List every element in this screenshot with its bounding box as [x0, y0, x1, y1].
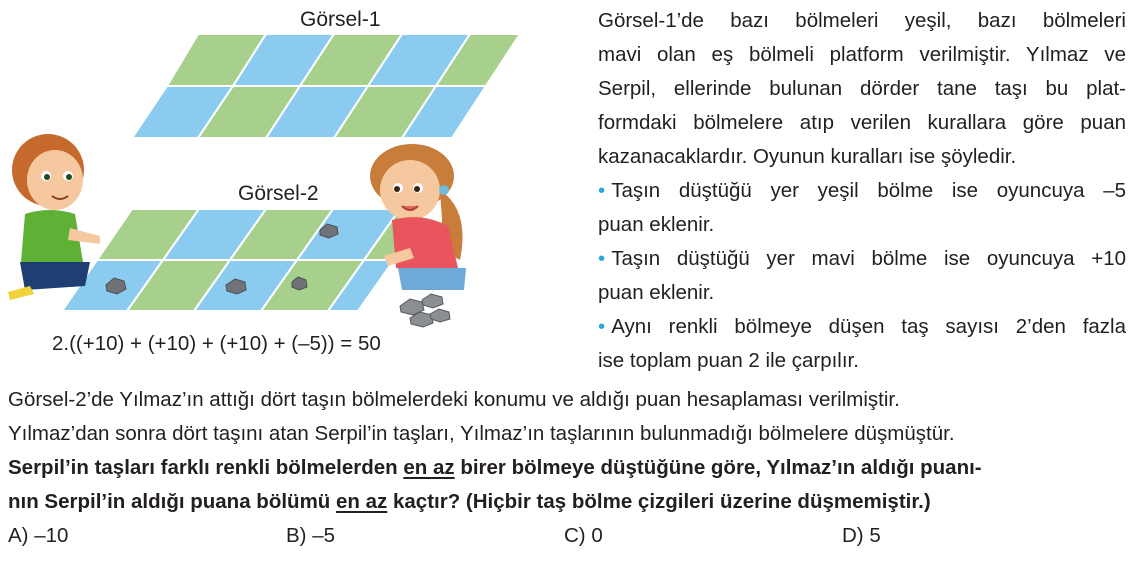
question-line — [8, 485, 1138, 519]
rule-text: puan eklenir. — [598, 281, 715, 304]
bullet-icon: • — [598, 315, 606, 338]
choice-b[interactable]: B) –5 — [286, 524, 335, 547]
body-line: Görsel-2’de Yılmaz’ın attığı dört taşın bölmelerdeki konumu ve aldığı puan hesaplaması verilmiştir. — [8, 388, 900, 411]
stones-pile — [400, 294, 450, 327]
intro-line: formdaki bölmelere atıp verilen kurallara göre puan — [598, 111, 1126, 134]
question-emphasis: en az — [403, 456, 455, 479]
intro-line: Görsel-1’de bazı bölmeleri yeşil, bazı bölmeleri — [598, 9, 1126, 32]
rule-item — [598, 174, 1126, 242]
intro-paragraph — [598, 4, 1126, 174]
intro-line: kazanacaklardır. Oyunun kuralları ise şöyledir. — [598, 145, 1017, 168]
rule-text: puan eklenir. — [598, 213, 715, 236]
rules-list — [598, 174, 1126, 378]
question-text: nın Serpil’in aldığı puana bölümü — [8, 490, 337, 513]
question-text: birer bölmeye düştüğüne göre, Yılmaz’ın aldığı puanı- — [454, 456, 982, 479]
question-text: kaçtır? (Hiçbir taş bölme çizgileri üzerine düşmemiştir.) — [387, 490, 931, 513]
figure1-platform — [132, 34, 520, 138]
question-text: Serpil’in taşları farklı renkli bölmelerden — [8, 456, 404, 479]
bullet-icon: • — [598, 247, 606, 270]
choice-a[interactable]: A) –10 — [8, 524, 69, 547]
choice-d[interactable]: D) 5 — [842, 524, 881, 547]
rule-text: ise toplam puan 2 ile çarpılır. — [598, 349, 859, 372]
question-line — [8, 451, 1138, 485]
body-text — [8, 383, 1138, 519]
boy-illustration — [8, 134, 100, 300]
rule-text: Taşın düştüğü yer mavi bölme ise oyuncuya +10 — [611, 247, 1126, 270]
figure1-title: Görsel-1 — [300, 8, 381, 31]
body-line: Yılmaz’dan sonra dört taşını atan Serpil’in taşları, Yılmaz’ın taşlarının bulunmadığı bölmelere düşmüştür. — [8, 422, 955, 445]
question-emphasis: en az — [336, 490, 388, 513]
figure2-title: Görsel-2 — [238, 182, 319, 205]
rule-text: Aynı renkli bölmeye düşen taş sayısı 2’den fazla — [611, 315, 1126, 338]
intro-line: Serpil, ellerinde bulunan dörder tane taşı bu plat- — [598, 77, 1126, 100]
rule-item — [598, 310, 1126, 378]
intro-line: mavi olan eş bölmeli platform verilmiştir. Yılmaz ve — [598, 43, 1126, 66]
choice-c[interactable]: C) 0 — [564, 524, 603, 547]
rule-item — [598, 242, 1126, 310]
bullet-icon: • — [598, 179, 606, 202]
score-equation: 2.((+10) + (+10) + (+10) + (–5)) = 50 — [52, 332, 381, 355]
rule-text: Taşın düştüğü yer yeşil bölme ise oyuncuya –5 — [611, 179, 1126, 202]
figure2-platform — [62, 209, 430, 311]
